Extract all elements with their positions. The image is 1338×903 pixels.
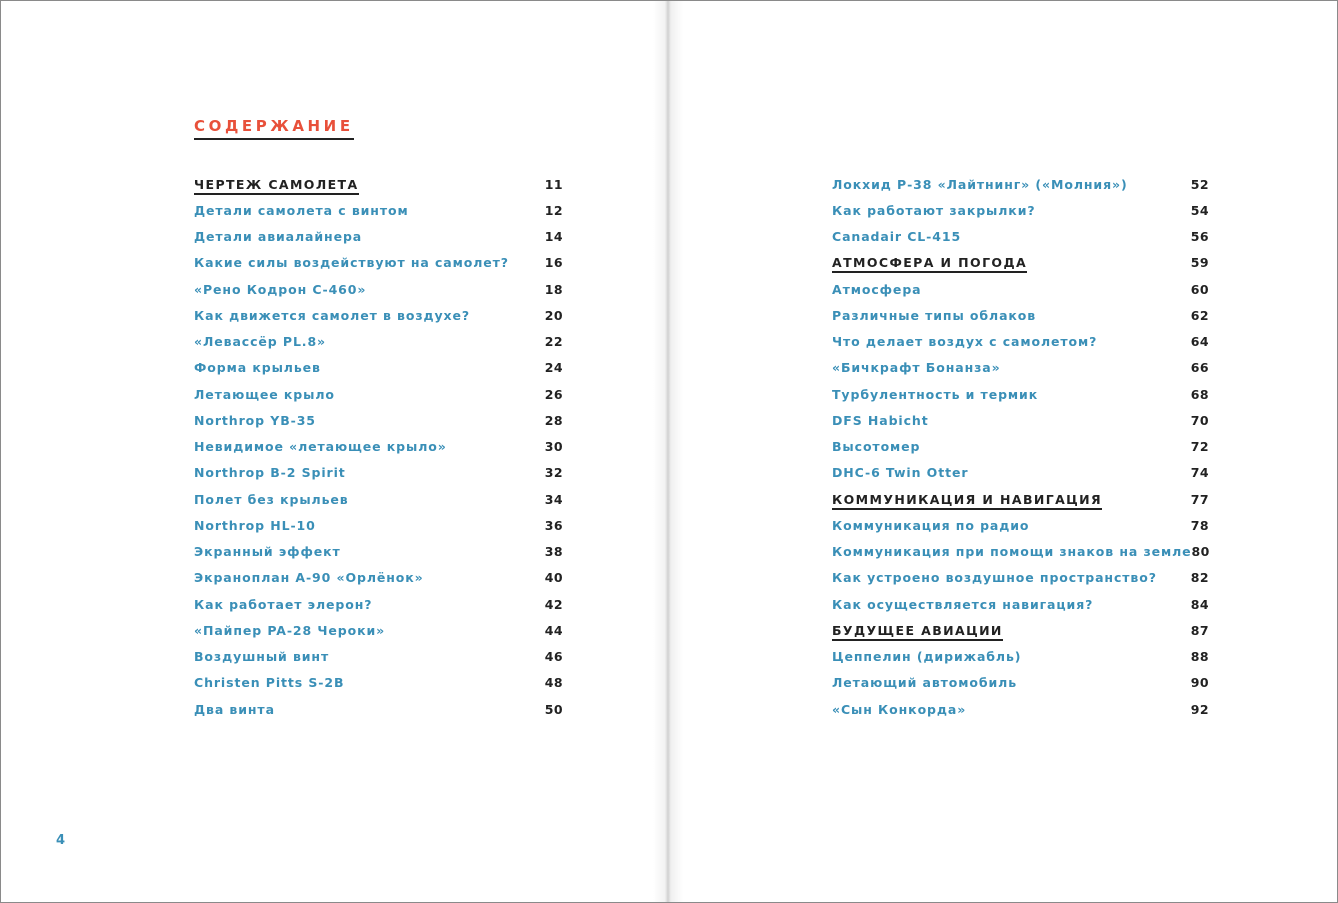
toc-entry-label xyxy=(832,203,1036,218)
toc-page-number: 44 xyxy=(544,622,563,638)
toc-label-text: Два винта xyxy=(194,701,275,717)
toc-page-number: 26 xyxy=(544,386,563,402)
toc-entry[interactable] xyxy=(832,460,1209,486)
toc-label-text: Коммуникация по радио xyxy=(832,517,1030,533)
toc-entry[interactable] xyxy=(194,381,563,407)
toc-entry-label xyxy=(832,439,920,454)
toc-entry[interactable] xyxy=(832,276,1209,302)
toc-label-text: Различные типы облаков xyxy=(832,307,1037,323)
toc-entry[interactable] xyxy=(194,460,563,486)
toc-page-number: 32 xyxy=(544,465,563,481)
toc-page-number: 20 xyxy=(544,307,563,323)
toc-page-number: 77 xyxy=(1190,491,1209,507)
toc-page-number: 70 xyxy=(1190,412,1209,428)
toc-entry-label xyxy=(194,255,509,270)
toc-left-column xyxy=(194,171,563,722)
toc-page-number: 64 xyxy=(1190,334,1209,350)
toc-entry-label xyxy=(194,360,321,375)
toc-entry-label xyxy=(194,518,316,533)
toc-label-text: «Сын Конкорда» xyxy=(832,701,967,717)
toc-entry[interactable] xyxy=(194,434,563,460)
toc-entry[interactable] xyxy=(832,434,1209,460)
toc-label-text: БУДУЩЕЕ АВИАЦИИ xyxy=(832,623,1003,641)
toc-label-text: Как осуществляется навигация? xyxy=(832,596,1094,612)
toc-label-text: Форма крыльев xyxy=(194,360,321,376)
right-page xyxy=(668,1,1337,902)
toc-entry[interactable] xyxy=(832,565,1209,591)
toc-section-heading xyxy=(194,171,563,197)
toc-label-text: «Бичкрафт Бонанза» xyxy=(832,360,1001,376)
toc-entry-label xyxy=(194,413,316,428)
toc-entry[interactable] xyxy=(194,512,563,538)
toc-entry-label xyxy=(832,229,961,244)
toc-page-number: 68 xyxy=(1190,386,1209,402)
toc-label-text: ЧЕРТЕЖ САМОЛЕТА xyxy=(194,177,359,195)
toc-page-number: 22 xyxy=(544,334,563,350)
toc-entry-label xyxy=(832,177,1128,192)
toc-section-heading xyxy=(832,250,1209,276)
toc-label-text: «Пайпер PA-28 Чероки» xyxy=(194,622,386,638)
toc-entry-label xyxy=(194,570,424,585)
toc-page-number: 11 xyxy=(544,176,563,192)
toc-entry-label xyxy=(832,413,929,428)
toc-label-text: «Рено Кодрон С-460» xyxy=(194,281,367,297)
toc-page-number: 87 xyxy=(1190,622,1209,638)
toc-page-number: 72 xyxy=(1190,439,1209,455)
toc-entry-label xyxy=(832,649,1021,664)
toc-page-number: 28 xyxy=(544,412,563,428)
toc-entry[interactable] xyxy=(832,355,1209,381)
toc-page-number: 88 xyxy=(1190,649,1209,665)
toc-entry[interactable] xyxy=(832,407,1209,433)
toc-label-text: Детали самолета с винтом xyxy=(194,202,409,218)
toc-label-text: Летающий автомобиль xyxy=(832,675,1018,691)
toc-label-text: Экраноплан А-90 «Орлёнок» xyxy=(194,570,424,586)
toc-entry[interactable] xyxy=(832,302,1209,328)
toc-page-number: 66 xyxy=(1190,360,1209,376)
toc-entry[interactable] xyxy=(194,565,563,591)
toc-page-number: 12 xyxy=(544,202,563,218)
toc-page-number: 40 xyxy=(544,570,563,586)
toc-label-text: АТМОСФЕРА И ПОГОДА xyxy=(832,255,1027,273)
toc-page-number: 48 xyxy=(544,675,563,691)
toc-page-number: 36 xyxy=(544,517,563,533)
section-heading-label xyxy=(832,255,1027,270)
toc-label-text: Атмосфера xyxy=(832,281,922,297)
toc-entry[interactable] xyxy=(832,381,1209,407)
toc-label-text: Christen Pitts S-2B xyxy=(194,675,345,691)
toc-entry-label xyxy=(194,203,409,218)
toc-entry[interactable] xyxy=(194,329,563,355)
toc-label-text: Как движется самолет в воздухе? xyxy=(194,307,471,323)
toc-label-text: Коммуникация при помощи знаков на земле xyxy=(832,544,1192,560)
toc-entry[interactable] xyxy=(832,644,1209,670)
toc-page-number: 59 xyxy=(1190,255,1209,271)
page-number: 4 xyxy=(56,833,66,848)
toc-page-number: 92 xyxy=(1190,701,1209,717)
toc-entry[interactable] xyxy=(194,617,563,643)
toc-label-text: Высотомер xyxy=(832,439,921,455)
toc-label-text: Northrop HL-10 xyxy=(194,517,316,533)
toc-entry[interactable] xyxy=(194,407,563,433)
toc-section-heading xyxy=(832,486,1209,512)
toc-entry-label xyxy=(832,360,1001,375)
toc-entry-label xyxy=(832,387,1038,402)
toc-label-text: DFS Habicht xyxy=(832,412,929,428)
toc-label-text: Турбулентность и термик xyxy=(832,386,1039,402)
section-heading-label xyxy=(832,492,1102,507)
toc-entry[interactable] xyxy=(832,670,1209,696)
toc-label-text: КОММУНИКАЦИЯ И НАВИГАЦИЯ xyxy=(832,492,1102,510)
toc-entry[interactable] xyxy=(832,197,1209,223)
toc-entry[interactable] xyxy=(832,591,1209,617)
toc-page-number: 84 xyxy=(1190,596,1209,612)
toc-entry-label xyxy=(194,649,329,664)
toc-label-text: Невидимое «летающее крыло» xyxy=(194,439,447,455)
toc-label-text: Какие силы воздействуют на самолет? xyxy=(194,255,509,271)
toc-label-text: Northrop YB-35 xyxy=(194,412,316,428)
toc-entry-label xyxy=(194,623,385,638)
toc-page-number: 82 xyxy=(1190,570,1209,586)
toc-entry-label xyxy=(194,387,335,402)
section-heading-label xyxy=(832,623,1003,638)
toc-entry-label xyxy=(194,282,366,297)
toc-label-text: Northrop B-2 Spirit xyxy=(194,465,346,481)
toc-entry[interactable] xyxy=(194,486,563,512)
toc-entry[interactable] xyxy=(194,276,563,302)
toc-label-text: Воздушный винт xyxy=(194,649,330,665)
toc-entry-label xyxy=(194,492,349,507)
toc-entry-label xyxy=(832,334,1097,349)
toc-page-number: 42 xyxy=(544,596,563,612)
toc-entry-label xyxy=(194,675,344,690)
toc-label-text: Как работают закрылки? xyxy=(832,202,1036,218)
toc-entry-label xyxy=(832,702,966,717)
toc-title: СОДЕРЖАНИЕ xyxy=(194,116,354,140)
toc-entry[interactable] xyxy=(832,696,1209,722)
toc-page-number: 54 xyxy=(1190,202,1209,218)
toc-page-number: 38 xyxy=(544,544,563,560)
toc-entry-label xyxy=(832,282,922,297)
toc-entry-label xyxy=(194,702,275,717)
toc-page-number: 46 xyxy=(544,649,563,665)
toc-entry[interactable] xyxy=(194,539,563,565)
toc-entry[interactable] xyxy=(194,355,563,381)
toc-entry[interactable] xyxy=(194,591,563,617)
toc-right-column xyxy=(832,171,1209,722)
toc-label-text: Локхид Р-38 «Лайтнинг» («Молния») xyxy=(832,176,1128,192)
toc-label-text: «Левассёр PL.8» xyxy=(194,334,327,350)
toc-section-heading xyxy=(832,617,1209,643)
toc-label-text: Цеппелин (дирижабль) xyxy=(832,649,1022,665)
toc-label-text: DHC-6 Twin Otter xyxy=(832,465,969,481)
toc-page-number: 74 xyxy=(1190,465,1209,481)
toc-page-number: 52 xyxy=(1190,176,1209,192)
toc-entry[interactable] xyxy=(194,250,563,276)
toc-entry[interactable] xyxy=(832,224,1209,250)
toc-entry-label xyxy=(832,544,1192,559)
toc-entry[interactable] xyxy=(832,171,1209,197)
toc-entry-label xyxy=(194,229,362,244)
toc-label-text: Летающее крыло xyxy=(194,386,335,402)
toc-entry-label xyxy=(194,334,326,349)
toc-label-text: Экранный эффект xyxy=(194,544,341,560)
toc-label-text: Детали авиалайнера xyxy=(194,229,363,245)
toc-page-number: 78 xyxy=(1190,517,1209,533)
toc-page-number: 24 xyxy=(544,360,563,376)
toc-label-text: Как устроено воздушное пространство? xyxy=(832,570,1157,586)
toc-entry-label xyxy=(832,465,968,480)
toc-page-number: 50 xyxy=(544,701,563,717)
toc-entry-label xyxy=(194,544,341,559)
toc-page-number: 80 xyxy=(1191,544,1210,560)
toc-label-text: Что делает воздух с самолетом? xyxy=(832,334,1098,350)
section-heading-label xyxy=(194,177,359,192)
toc-page-number: 62 xyxy=(1190,307,1209,323)
toc-entry[interactable] xyxy=(832,512,1209,538)
toc-label-text: Canadair CL-415 xyxy=(832,229,962,245)
toc-entry-label xyxy=(194,465,346,480)
toc-entry[interactable] xyxy=(832,539,1209,565)
toc-entry[interactable] xyxy=(832,329,1209,355)
toc-entry[interactable] xyxy=(194,670,563,696)
toc-page-number: 56 xyxy=(1190,229,1209,245)
toc-label-text: Как работает элерон? xyxy=(194,596,373,612)
toc-page-number: 90 xyxy=(1190,675,1209,691)
toc-page-number: 60 xyxy=(1190,281,1209,297)
toc-entry-label xyxy=(194,308,470,323)
left-page xyxy=(1,1,668,902)
toc-entry[interactable] xyxy=(194,224,563,250)
toc-page-number: 34 xyxy=(544,491,563,507)
toc-entry-label xyxy=(832,518,1029,533)
toc-entry[interactable] xyxy=(194,302,563,328)
toc-page-number: 16 xyxy=(544,255,563,271)
toc-entry[interactable] xyxy=(194,644,563,670)
toc-page-number: 30 xyxy=(544,439,563,455)
toc-entry-label xyxy=(194,439,447,454)
toc-page-number: 14 xyxy=(544,229,563,245)
toc-entry-label xyxy=(832,308,1036,323)
toc-entry-label xyxy=(832,570,1157,585)
toc-entry-label xyxy=(832,597,1093,612)
toc-entry[interactable] xyxy=(194,197,563,223)
toc-page-number: 18 xyxy=(544,281,563,297)
toc-entry[interactable] xyxy=(194,696,563,722)
toc-entry-label xyxy=(832,675,1017,690)
toc-entry-label xyxy=(194,597,372,612)
toc-label-text: Полет без крыльев xyxy=(194,491,349,507)
